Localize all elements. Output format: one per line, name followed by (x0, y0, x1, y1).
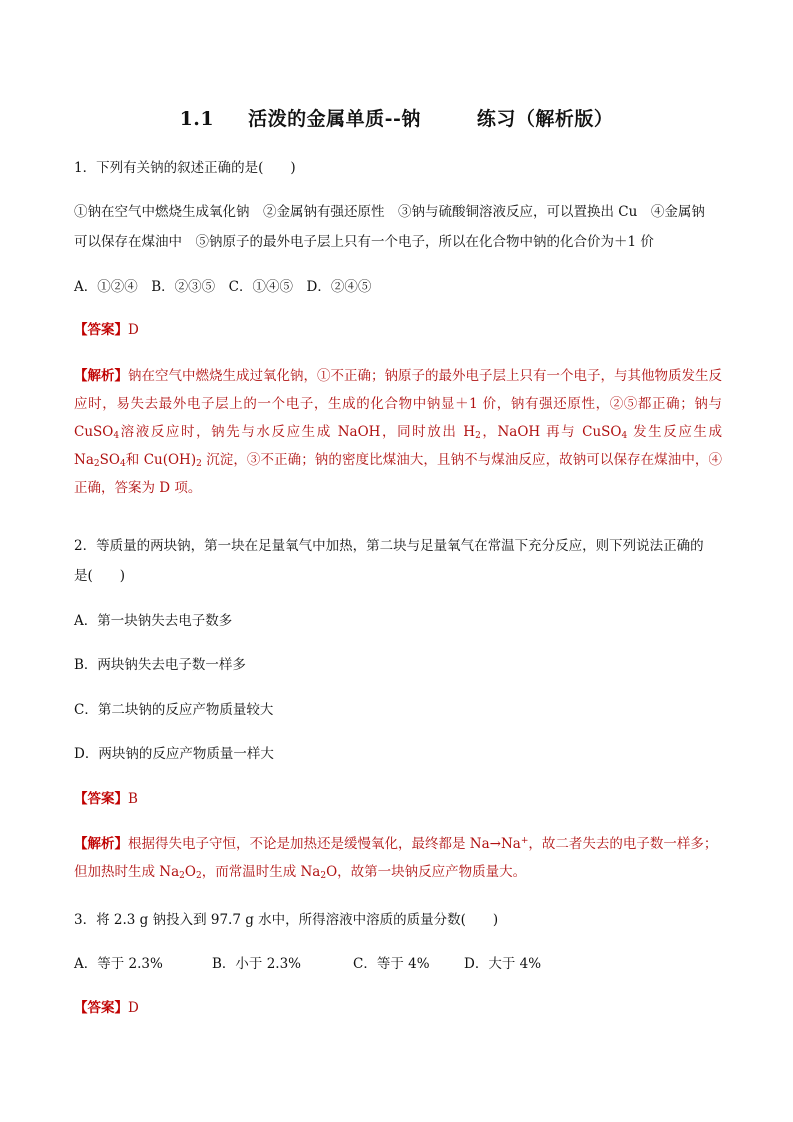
q1-statements-line1: ①钠在空气中燃烧生成氧化钠 ②金属钠有强还原性 ③钠与硫酸铜溶液反应，可以置换出 Cu ④金属钠 (74, 204, 705, 220)
answer-label: 【答案】 (74, 322, 128, 338)
analysis-label: 【解析】 (74, 836, 128, 852)
q3-option-a: A．等于 2.3% (74, 956, 163, 972)
q3-option-d: D．大于 4% (464, 956, 542, 972)
q2-option-c: C．第二块钠的反应产物质量较大 (74, 702, 274, 718)
answer-label: 【答案】 (74, 1000, 128, 1016)
q2-analysis (74, 830, 722, 886)
title-number: 1.1 (179, 108, 215, 130)
q2-stem-line2: 是( ) (74, 568, 126, 584)
q1-statements-line2: 可以保存在煤油中 ⑤钠原子的最外电子层上只有一个电子，所以在化合物中钠的化合价为＋1 价 (74, 234, 654, 250)
q3-stem: 3．将 2.3 g 钠投入到 97.7 g 水中，所得溶液中溶质的质量分数( ) (74, 912, 499, 928)
q2-option-b: B．两块钠失去电子数一样多 (74, 657, 246, 673)
q3-option-b: B．小于 2.3% (212, 956, 302, 972)
analysis-label: 【解析】 (74, 368, 128, 384)
q1-options: A．①②④ B．②③⑤ C．①④⑤ D．②④⑤ (74, 279, 372, 295)
title-suffix: 练习（解析版） (476, 108, 614, 130)
q1-answer (74, 320, 724, 340)
answer-value: D (128, 1000, 139, 1016)
q2-answer (74, 789, 724, 809)
q2-option-d: D．两块钠的反应产物质量一样大 (74, 746, 274, 762)
q3-answer (74, 998, 724, 1018)
q2-stem-line1: 2．等质量的两块钠，第一块在足量氧气中加热，第二块与足量氧气在常温下充分反应，则下列说法正确的 (74, 538, 704, 554)
answer-label: 【答案】 (74, 791, 128, 807)
q1-stem: 1．下列有关钠的叙述正确的是( ) (74, 160, 296, 176)
q2-option-a: A．第一块钠失去电子数多 (74, 613, 233, 629)
q3-options (74, 954, 724, 974)
q1-analysis (74, 362, 722, 502)
q3-option-c: C．等于 4% (353, 956, 430, 972)
title-topic: 活泼的金属单质--钠 (248, 108, 421, 130)
analysis-text: 钠在空气中燃烧生成过氧化钠，①不正确；钠原子的最外电子层上只有一个电子，与其他物质发生反应时，易失去最外电子层上的一个电子，生成的化合物中钠显＋1 价，钠有强还原性，②⑤都正确；钠与 CuSO$_4$溶液反应时，钠先与水反应生成 NaOH，同时放出 $H_2$，NaOH 再与 CuSO$_4$ 发生反应生成 $Na_2SO_4$和 $Cu(OH)_2$ 沉淀，③不正确；钠的密度比煤油大，且钠不与煤油反应，故钠可以保存在煤油中，④正确，答案为 D 项。 (74, 368, 723, 496)
analysis-text: 根据得失电子守恒，不论是加热还是缓慢氧化，最终都是 Na→Na+，故二者失去的电子数一样多； 但加热时生成 $Na_2O_2$，而常温时生成 $Na_2O$，故第一块钠反应产物质量大。 (74, 836, 718, 881)
page-title (0, 104, 793, 131)
answer-value: D (128, 322, 139, 338)
answer-value: B (128, 791, 138, 807)
